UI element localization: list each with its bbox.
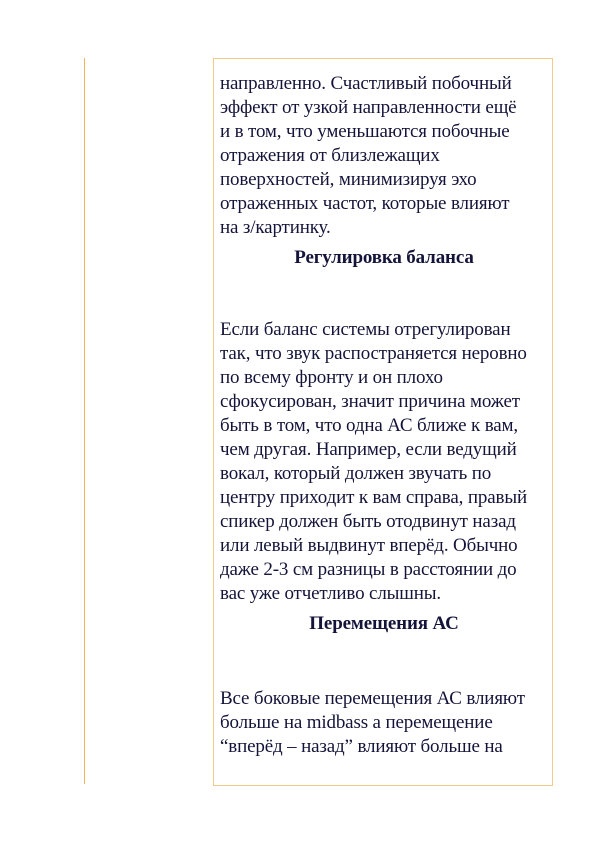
text-column [213, 58, 553, 786]
left-margin-rule [84, 58, 85, 784]
blank-line [220, 270, 548, 318]
blank-line [220, 636, 548, 687]
paragraph-directionality: направленно. Счастливый побочный эффект от узкой направленности ещё и в том, что уменьшаются побочные отражения от близлежащих поверхностей, минимизируя эхо отраженных частот, которые влияют на з/картинку. [220, 73, 517, 238]
paragraph-balance: Если баланс системы отрегулирован так, что звук распостраняется неровно по всему фронту и он плохо сфокусирован, значит причина может быть в том, что одна АС ближе к вам, чем другая. Например, если ведущий вокал, который должен звучать по центру приходит к вам справа, правый спикер должен быть отодвинут назад или левый выдвинут вперёд. Обычно даже 2-3 см разницы в расстоянии до вас уже отчетливо слышны. [220, 319, 527, 604]
paragraph-movement: Все боковые перемещения АС влияют больше на midbass а перемещение “вперёд – назад” влияют больше на [220, 688, 525, 757]
heading-speaker-movement: Перемещения АС [309, 613, 459, 634]
heading-balance-adjustment: Регулировка баланса [294, 247, 474, 268]
